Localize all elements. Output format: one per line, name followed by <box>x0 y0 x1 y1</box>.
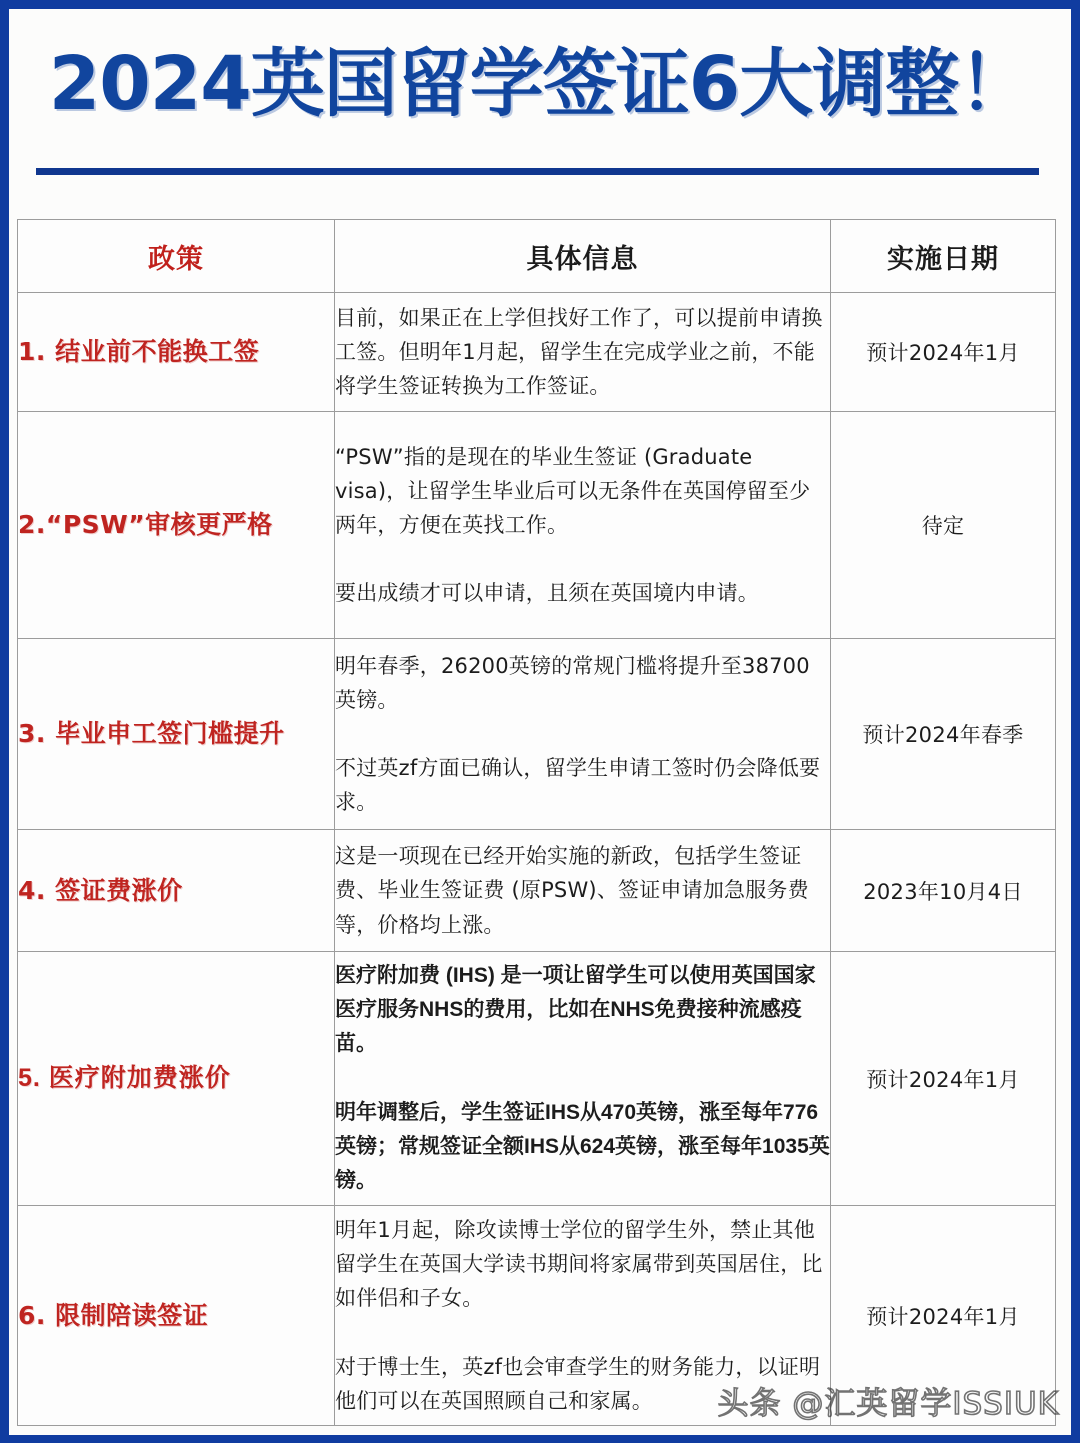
policy-detail-paragraph: 明年春季，26200英镑的常规门槛将提升至38700英镑。 <box>335 653 810 712</box>
policy-detail-paragraph: 明年1月起，除攻读博士学位的留学生外，禁止其他留学生在英国大学读书期间将家属带到英国居住，比如伴侣和子女。 <box>335 1218 823 1311</box>
policy-date: 预计2024年1月 <box>831 952 1056 1206</box>
policy-detail-paragraph: 目前，如果正在上学但找好工作了，可以提前申请换工签。但明年1月起，留学生在完成学业之前，不能将学生签证转换为工作签证。 <box>335 305 823 398</box>
policy-detail-paragraph: 要出成绩才可以申请，且须在英国境内申请。 <box>335 581 759 606</box>
table-row <box>18 412 1056 639</box>
policy-detail <box>335 952 831 1206</box>
table-header-row <box>18 220 1056 293</box>
policy-label: 3. 毕业申工签门槛提升 <box>18 639 335 830</box>
policy-detail-paragraph: “PSW”指的是现在的毕业生签证 (Graduate visa)，让留学生毕业后可以无条件在英国停留至少两年，方便在英找工作。 <box>335 444 811 537</box>
table-row <box>18 639 1056 830</box>
column-header-date: 实施日期 <box>831 220 1056 293</box>
policy-detail-paragraph: 不过英zf方面已确认，留学生申请工签时仍会降低要求。 <box>335 756 821 815</box>
policy-detail-paragraph: 这是一项现在已经开始实施的新政，包括学生签证费、毕业生签证费 (原PSW)、签证申请加急服务费等，价格均上涨。 <box>335 844 809 937</box>
title-block <box>9 41 1071 127</box>
poster-canvas <box>9 9 1071 1435</box>
policy-label: 4. 签证费涨价 <box>18 830 335 952</box>
policy-label: 6. 限制陪读签证 <box>18 1206 335 1426</box>
policy-detail <box>335 830 831 952</box>
table-row <box>18 1206 1056 1426</box>
policy-table <box>17 219 1056 1426</box>
policy-label: 2.“PSW”审核更严格 <box>18 412 335 639</box>
policy-date: 2023年10月4日 <box>831 830 1056 952</box>
policy-date: 待定 <box>831 412 1056 639</box>
policy-date: 预计2024年春季 <box>831 639 1056 830</box>
policy-detail-paragraph: 医疗附加费 (IHS) 是一项让留学生可以使用英国国家医疗服务NHS的费用，比如在NHS免费接种流感疫苗。 <box>335 964 816 1056</box>
policy-detail <box>335 639 831 830</box>
column-header-policy: 政策 <box>18 220 335 293</box>
title-underline-rule <box>36 168 1039 175</box>
page-title: 2024英国留学签证6大调整！ <box>48 41 1032 127</box>
table-row <box>18 293 1056 412</box>
policy-detail-paragraph: 对于博士生，英zf也会审查学生的财务能力，以证明他们可以在英国照顾自己和家属。 <box>335 1354 821 1413</box>
column-header-detail: 具体信息 <box>335 220 831 293</box>
policy-label: 5. 医疗附加费涨价 <box>18 952 335 1206</box>
policy-detail <box>335 293 831 412</box>
table-row <box>18 952 1056 1206</box>
policy-date: 预计2024年1月 <box>831 1206 1056 1426</box>
policy-detail <box>335 412 831 639</box>
policy-detail-paragraph: 明年调整后，学生签证IHS从470英镑，涨至每年776英镑；常规签证全额IHS从624英镑，涨至每年1035英镑。 <box>335 1100 830 1192</box>
policy-date: 预计2024年1月 <box>831 293 1056 412</box>
policy-detail <box>335 1206 831 1426</box>
policy-label: 1. 结业前不能换工签 <box>18 293 335 412</box>
table-row <box>18 830 1056 952</box>
